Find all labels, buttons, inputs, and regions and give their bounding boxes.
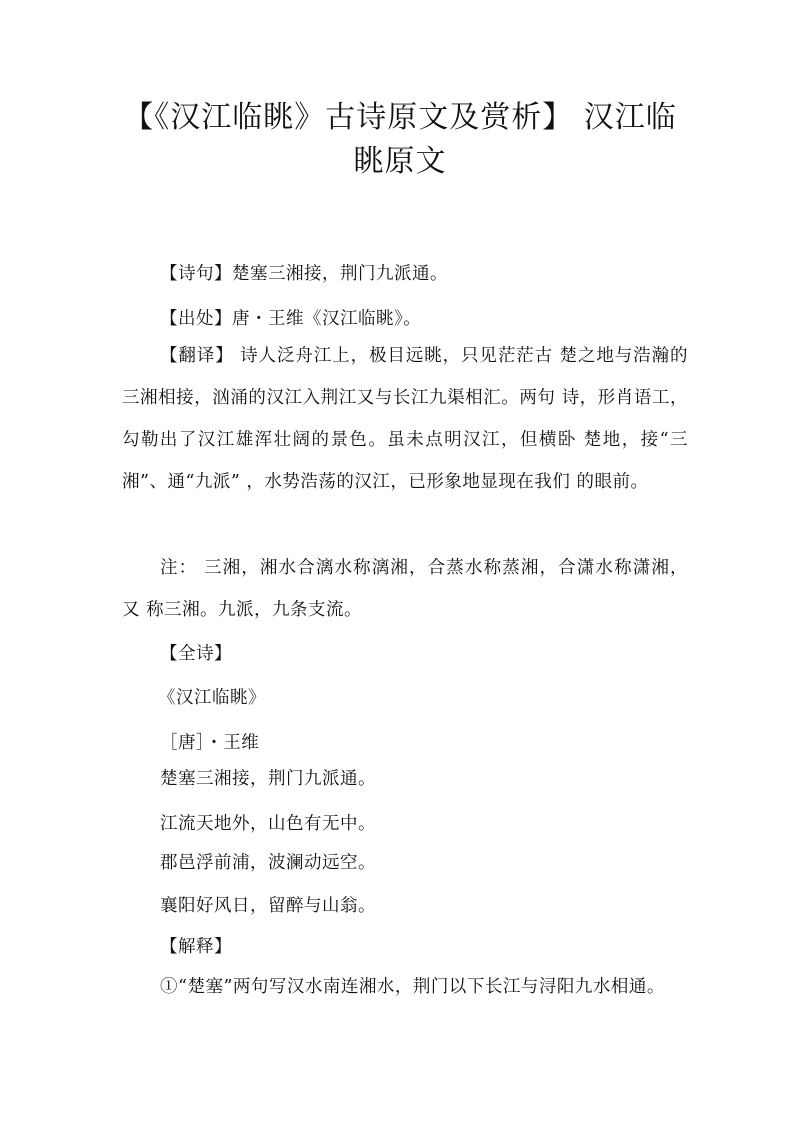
- translation-paragraph: 【翻译】 诗人泛舟江上，极目远眺，只见茫茫古 楚之地与浩瀚的三湘相接，汹涌的汉江入荆江又与长江九渠相汇。两句 诗，形肖语工，勾勒出了汉江雄浑壮阔的景色。虽未点明汉江，但横卧 楚地，接“三湘”、通“九派” ，水势浩荡的汉江，已形象地显现在我们 的眼前。: [122, 346, 688, 492]
- poem-line: 襄阳好风日，留醉与山翁。: [160, 896, 376, 916]
- source-line: 【出处】唐・王维《汉江临眺》。: [160, 309, 422, 329]
- document-title: 【《汉江临眺》古诗原文及赏析】 汉江临眺原文: [123, 100, 677, 179]
- poem-line: 楚塞三湘接，荆门九派通。: [160, 769, 376, 789]
- explanation-note: ①“楚塞”两句写汉水南连湘水，荆门以下长江与浔阳九水相通。: [160, 977, 665, 997]
- poem-line: 江流天地外，山色有无中。: [160, 814, 376, 834]
- poem-title: 《汉江临眺》: [158, 688, 266, 708]
- verse-line: 【诗句】楚塞三湘接，荆门九派通。: [160, 264, 448, 284]
- explanation-heading: 【解释】: [160, 937, 232, 957]
- poem-author: ［唐］・王维: [160, 733, 260, 753]
- full-poem-heading: 【全诗】: [160, 644, 232, 664]
- note-paragraph: 注： 三湘，湘水合漓水称漓湘，合蒸水称蒸湘，合潇水称潇湘，又 称三湘。九派，九条支流。: [122, 558, 688, 620]
- poem-line: 郡邑浮前浦，波澜动远空。: [160, 853, 376, 873]
